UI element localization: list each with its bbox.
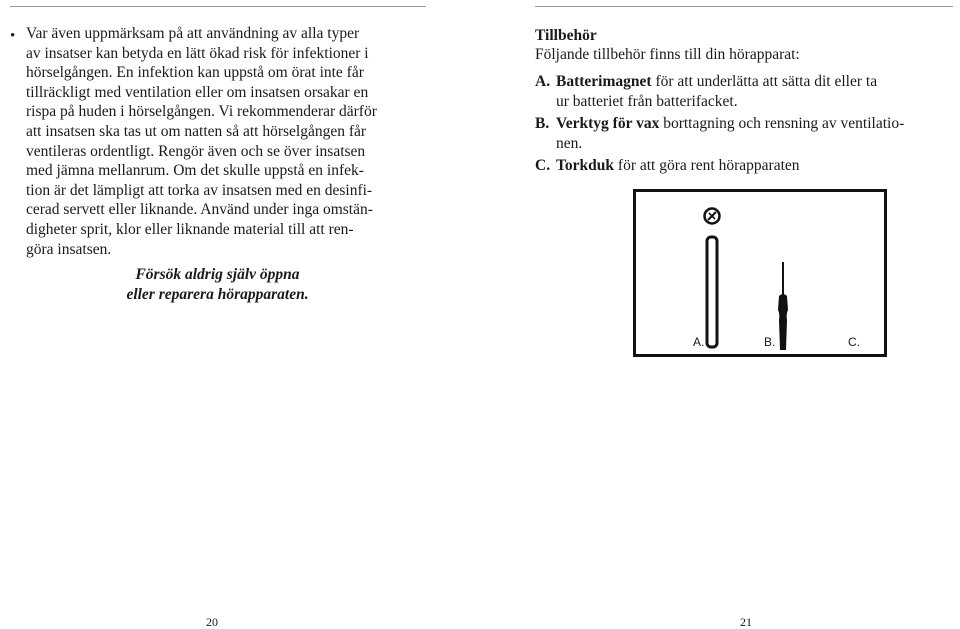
item-name: Torkduk — [556, 157, 615, 175]
accessories-title: Tillbehör — [535, 27, 597, 44]
battery-magnet-icon — [705, 209, 720, 348]
accessories-section — [535, 26, 955, 179]
accessory-item-a — [535, 72, 955, 111]
item-line — [556, 114, 955, 134]
item-line — [556, 72, 955, 92]
paragraph-line: ventileras ordentligt. Rengör även och se över insatsen — [26, 142, 366, 160]
repair-warning — [95, 265, 340, 305]
illustration-label-c: C. — [848, 335, 860, 349]
item-text: borttagning och rensning av ventilatio- — [659, 115, 905, 133]
accessory-item-c — [535, 156, 955, 176]
paragraph-line: cerad servett eller liknande. Använd under inga omstän- — [26, 201, 373, 219]
accessory-item-b — [535, 114, 955, 153]
accessories-intro: Följande tillbehör finns till din hörapparat: — [535, 46, 800, 63]
illustration-label-a: A. — [693, 335, 705, 349]
item-line: nen. — [556, 134, 583, 152]
top-rule-left — [10, 6, 426, 7]
top-rule-right — [535, 6, 953, 7]
warning-line: Försök aldrig själv öppna — [135, 266, 300, 283]
paragraph-line: rispa på huden i hörselgången. Vi rekommenderar därför — [26, 103, 377, 121]
item-line — [556, 156, 955, 176]
item-text: för att göra rent hörapparaten — [614, 157, 800, 175]
item-name: Verktyg för vax — [556, 115, 660, 133]
item-line: ur batteriet från batterifacket. — [556, 92, 738, 110]
illustration-label-b: B. — [764, 335, 776, 349]
paragraph-line: hörselgången. En infektion kan uppstå om örat inte får — [26, 64, 364, 82]
paragraph-line: digheter sprit, klor eller liknande material till att ren- — [26, 220, 354, 238]
item-letter: A. — [535, 73, 551, 90]
paragraph-line: tion är det lämpligt att torka av insatsen med en desinfi- — [26, 181, 373, 199]
bullet-paragraph — [10, 24, 428, 259]
page-number-left: 20 — [206, 615, 218, 629]
item-letter: B. — [535, 115, 550, 133]
paragraph-line: med jämna mellanrum. Om det skulle uppstå en infek- — [26, 162, 364, 180]
paragraph-text — [26, 24, 428, 259]
item-text: för att underlätta att sätta dit eller ta — [651, 73, 878, 90]
item-name: Batterimagnet — [556, 73, 652, 90]
paragraph-line: tillräckligt med ventilation eller om insatsen orsakar en — [26, 83, 369, 101]
bullet-icon: • — [10, 28, 16, 44]
accessories-drawing — [636, 192, 884, 354]
warning-line: eller reparera hörapparaten. — [126, 286, 309, 303]
paragraph-line: göra insatsen. — [26, 240, 112, 258]
page-number-right: 21 — [740, 615, 752, 629]
paragraph-line: Var även uppmärksam på att användning av alla typer — [26, 25, 360, 42]
item-letter: C. — [535, 157, 551, 175]
paragraph-line: att insatsen ska tas ut om natten så att hörselgången får — [26, 122, 367, 140]
wax-tool-icon — [778, 262, 788, 350]
accessories-illustration — [633, 189, 887, 357]
paragraph-line: av insatser kan betyda en lätt ökad risk för infektioner i — [26, 44, 369, 62]
